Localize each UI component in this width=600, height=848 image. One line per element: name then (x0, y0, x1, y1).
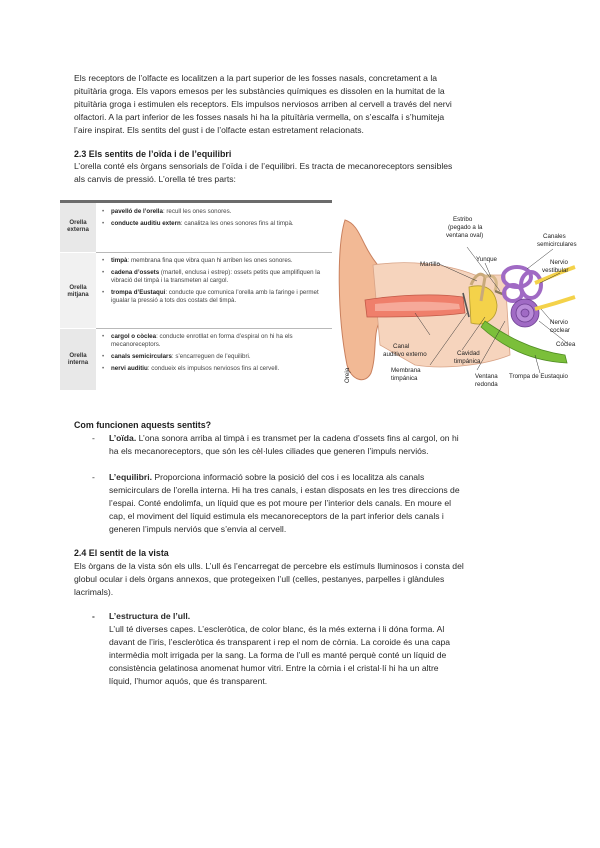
item-text: : conducte que comunica l’orella amb la faringe i permet igualar la pressió a tots dos costats del timpà. (111, 289, 319, 305)
oida-line (109, 432, 523, 445)
label-estribo: Estribo (453, 216, 473, 223)
oida-term: L’oïda. (109, 433, 137, 443)
oida-line: ha els mecanoreceptors, que són les cèl·lules ciliades que generen l’impuls nerviós. (109, 446, 429, 457)
section-24-line: globul ocular i dels òrgans annexos, que protegeixen l’ull (celles, pestanyes, parpelles i glàndules (74, 574, 445, 585)
row-items-internal (102, 333, 330, 377)
cochlea-inner (521, 309, 529, 317)
estructura-paragraph (109, 610, 523, 689)
estructura-title: L’estructura de l’ull. (109, 611, 191, 621)
intro-line: olfactori. A la part inferior de les fosses nasals hi ha la pituïtària vermella, on s’escalfa i s’humiteja (74, 112, 445, 123)
label-line: externa (67, 226, 89, 234)
item-term: pavelló de l’orella (111, 208, 163, 215)
label-nervio-coclear: Nervio (550, 319, 568, 326)
label-ventana-redonda: Ventana (475, 373, 498, 380)
list-dash: - (92, 472, 95, 482)
item-term: cargol o còclea (111, 333, 157, 340)
table-item (102, 333, 330, 349)
row-items-middle (102, 257, 330, 309)
equilibri-text: Proporciona informació sobre la posició del cos i es localitza als canals (151, 472, 425, 482)
label-coclea: Cóclea (556, 341, 576, 348)
item-text: : membrana fina que vibra quan hi arriben les ones sonores. (127, 257, 293, 264)
estructura-line: davant de l’iris, l’escleròtica és transparent i rep el nom de còrnia. La coroide és una capa (109, 637, 451, 648)
label-cavidad: Cavidad (457, 350, 480, 357)
intro-line: pituïtària groga i estimulen els receptors. Els impulsos nerviosos arriben al cervell a través del nervi (74, 99, 452, 110)
ear-anatomy-diagram (335, 205, 585, 390)
section-24-line: Els òrgans de la vista són els ulls. L’ull és l’encarregat de percebre els estímuls lluminosos i consta del (74, 561, 464, 571)
item-text: : recull les ones sonores. (162, 208, 232, 215)
label-trompa: Trompa de Eustaquio (509, 373, 568, 380)
list-dash: - (92, 433, 95, 443)
label-yunque: Yunque (476, 256, 497, 263)
table-item (102, 289, 330, 305)
item-text: : s’encarreguen de l’equilibri. (171, 353, 251, 361)
label-estribo: ventana oval) (446, 232, 484, 239)
equilibri-line: l’espai. Conté endolimfa, un líquid que es pot moure per l’interior dels canals. En moure el (109, 498, 452, 509)
cochlear-nerve-shape (535, 297, 575, 309)
table-item (102, 365, 330, 373)
label-line: mitjana (67, 291, 89, 299)
label-line: interna (67, 359, 89, 367)
label-canales: semicirculares (537, 241, 577, 248)
com-funcionen-title: Com funcionen aquests sentits? (74, 420, 212, 430)
section-24-title: 2.4 El sentit de la vista (74, 548, 169, 558)
oida-text: L’ona sonora arriba al timpà i es transmet per la cadena d’ossets fins al cargol, on hi (136, 433, 459, 443)
item-term: timpà (111, 257, 128, 264)
item-term: cadena d’ossets (111, 269, 160, 277)
estructura-line: consistència gelatinosa anomenat humor vitri. Entre la còrnia i el cristal·lí hi ha un altre (109, 663, 439, 674)
estructura-line: líquid, l’humor aquós, que és transparent. (109, 676, 268, 687)
section-23-paragraph (74, 160, 526, 186)
equilibri-term: L’equilibri. (109, 472, 152, 482)
label-membrana: Membrana (391, 367, 421, 374)
label-canal-auditivo: auditivo externo (383, 351, 427, 358)
section-24-line: lacrimals). (74, 587, 114, 598)
canal-interior (375, 302, 460, 311)
oida-paragraph (109, 432, 523, 458)
table-item (102, 269, 330, 285)
estructura-line: L’ull té diverses capes. L’escleròtica, de color blanc, és la més externa i li dóna forma. Al (109, 624, 445, 635)
equilibri-line: semicirculars de l’orella interna. Hi ha tres canals, i estan disposats en les tres direccions de (109, 485, 460, 496)
table-item (102, 220, 330, 228)
row-items-external (102, 208, 330, 232)
row-divider (96, 252, 332, 253)
label-line: Orella (69, 284, 87, 291)
item-text: : canalitza les ones sonores fins al timpà. (180, 220, 294, 228)
table-item (102, 353, 330, 361)
label-membrana: timpánica (391, 375, 418, 382)
label-ventana-redonda: redonda (475, 381, 498, 388)
table-item (102, 208, 330, 216)
row-divider (96, 328, 332, 329)
label-canales: Canales (543, 233, 566, 240)
label-canal-auditivo: Canal (393, 343, 410, 350)
ear-parts-table (60, 200, 332, 390)
label-nervio-vestibular: vestibular (542, 267, 569, 274)
label-estribo: (pegado a la (448, 224, 483, 231)
section-23-title: 2.3 Els sentits de l’oïda i de l’equilibri (74, 149, 232, 159)
label-cavidad: timpánica (454, 358, 481, 365)
section-23-line: als canvis de pressió. L’orella té tres parts: (74, 174, 236, 185)
table-item (102, 257, 330, 265)
item-text: : condueix els impulsos nerviosos fins al cervell. (147, 365, 280, 373)
label-martillo: Martillo (420, 261, 440, 268)
equilibri-paragraph (109, 471, 523, 536)
table-top-rule (60, 200, 332, 203)
list-dash: - (92, 611, 95, 621)
intro-line: l’aire inspirat. Els sentits del gust i de l’olfacte estan estretament relacionats. (74, 125, 364, 136)
label-line: Orella (69, 219, 87, 226)
intro-line: pituïtària groga. Els vapors emesos per les substàncies químiques es dissolen en la humitat de la (74, 86, 445, 97)
row-label-internal (60, 352, 96, 367)
item-text: : conducte enrotllat en forma d’espiral on hi ha els mecanoreceptors. (111, 333, 293, 349)
item-term: canals semicirculars (111, 353, 172, 361)
label-nervio-vestibular: Nervio (550, 259, 568, 266)
equilibri-line: cap, el moviment del líquid estimula els mecanoreceptors de la part inferior dels canals i (109, 511, 444, 522)
section-24-paragraph (74, 560, 526, 599)
equilibri-line: generen l’impuls nerviós que s’envia al cervell. (109, 524, 287, 535)
intro-line: Els receptors de l’olfacte es localitzen a la part superior de les fosses nasals, concretament a la (74, 73, 438, 83)
estructura-line: intermèdia molt irrigada per la sang. La forma de l’ull es manté perquè conté un líquid de (109, 650, 447, 661)
row-label-middle (60, 284, 96, 299)
label-oreja: Oreja (344, 367, 351, 383)
intro-paragraph (74, 72, 526, 137)
item-term: conducte auditiu extern (111, 220, 181, 228)
item-term: nervi auditiu (111, 365, 148, 373)
item-term: trompa d’Eustaqui (111, 289, 166, 297)
label-line: Orella (69, 352, 87, 359)
section-23-line: L’orella conté els òrgans sensorials de l’oïda i de l’equilibri. Es tracta de mecanoreceptors sensibles (74, 161, 453, 171)
row-label-external (60, 219, 96, 234)
label-nervio-coclear: coclear (550, 327, 570, 334)
item-text: (martell, enclusa i estrep): ossets petits que amplifiquen la vibració del timpà i la transmeten al cargol. (111, 269, 321, 285)
equilibri-line (109, 471, 523, 484)
